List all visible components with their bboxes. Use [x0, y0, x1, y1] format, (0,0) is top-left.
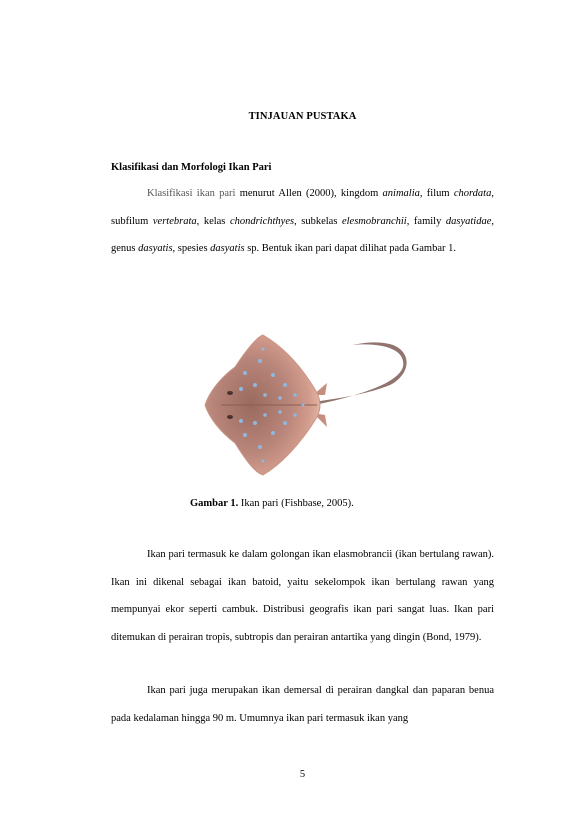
- taxon-term: dasyatis: [210, 243, 245, 254]
- stingray-photo-icon: [185, 323, 422, 485]
- taxon-term: animalia: [382, 188, 420, 199]
- taxon-term: chordata: [453, 188, 492, 199]
- section-heading: Klasifikasi dan Morfologi Ikan Pari: [111, 162, 272, 173]
- classification-paragraph: [111, 180, 494, 263]
- paragraph-segment: , subkelas: [294, 215, 342, 227]
- taxon-term: dasyatis: [138, 243, 173, 254]
- figure-caption-text: Ikan pari (Fishbase, 2005).: [238, 498, 354, 509]
- paragraph-segment: , subfilum: [111, 188, 494, 227]
- ray-eye-bottom: [227, 415, 233, 419]
- paragraph-segment: , kelas: [196, 215, 230, 227]
- habitat-paragraph: [111, 677, 494, 732]
- figure-caption: [190, 498, 354, 509]
- page-title: TINJAUAN PUSTAKA: [248, 111, 357, 122]
- paragraph-segment: , family: [406, 215, 446, 227]
- page-number: 5: [299, 769, 306, 780]
- paragraph-segment: , spesies: [172, 243, 211, 254]
- stingray-figure: [185, 323, 422, 485]
- paragraph-segment: Klasifikasi ikan pari: [147, 188, 236, 199]
- figure-caption-label: Gambar 1.: [190, 498, 239, 509]
- paragraph-segment: sp. Bentuk ikan pari dapat dilihat pada Gambar 1.: [244, 243, 456, 254]
- distribution-paragraph: [111, 541, 494, 651]
- taxon-term: elesmobranchii: [341, 215, 407, 227]
- distribution-text: Ikan pari termasuk ke dalam golongan ikan elasmobrancii (ikan bertulang rawan). Ikan ini dikenal sebagai ikan batoid, yaitu sekelompok ikan bertulang rawan yang mempunyai ekor seperti cambuk. Distribusi geografis ikan pari sangat luas. Ikan pari ditemukan di perairan tropis, subtropis dan perairan antartika yang dingin (Bond, 1979).: [111, 549, 494, 643]
- habitat-text: Ikan pari juga merupakan ikan demersal di perairan dangkal dan paparan benua pada kedalaman hingga 90 m. Umumnya ikan pari termasuk ikan yang: [111, 685, 494, 724]
- classification-text: [111, 188, 494, 254]
- taxon-term: chondrichthyes: [229, 215, 295, 227]
- paragraph-segment: menurut Allen (2000), kingdom: [235, 188, 383, 199]
- taxon-term: vertebrata: [152, 215, 197, 227]
- ray-eye-top: [227, 391, 233, 395]
- taxon-term: dasyatidae: [445, 215, 492, 227]
- paragraph-segment: , genus: [111, 215, 494, 254]
- ray-tail: [305, 342, 407, 407]
- paragraph-segment: , filum: [419, 188, 454, 199]
